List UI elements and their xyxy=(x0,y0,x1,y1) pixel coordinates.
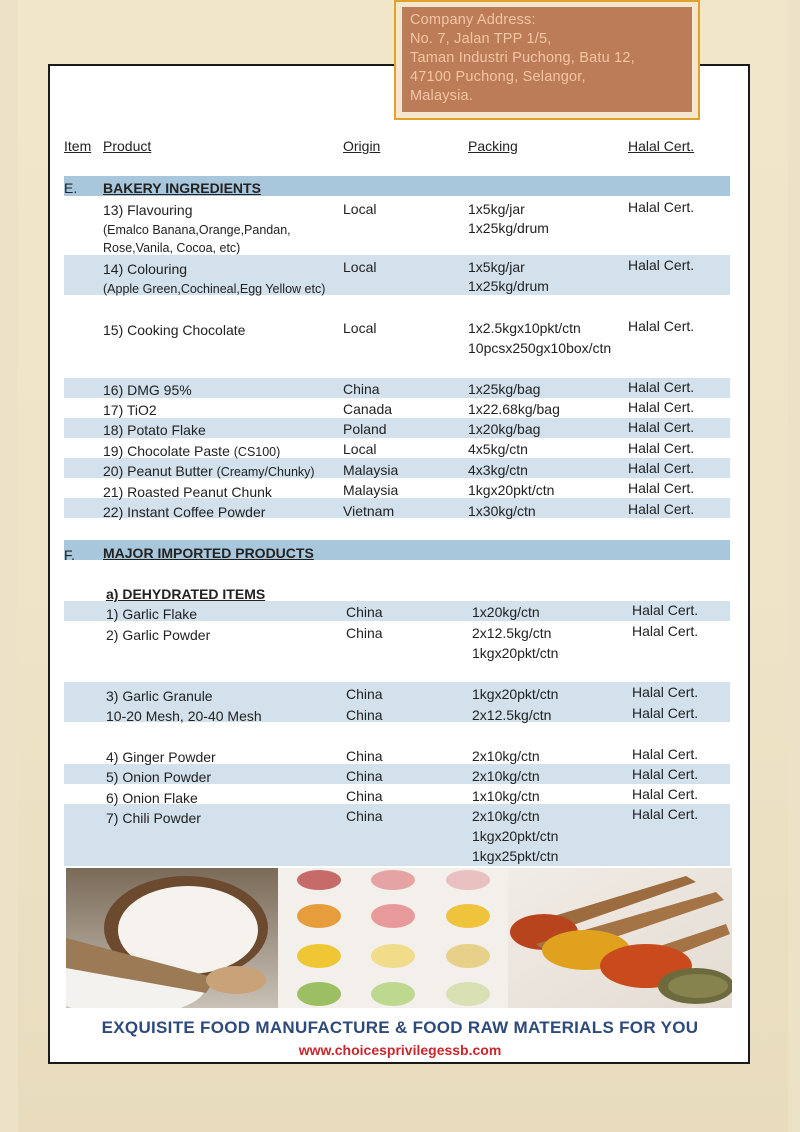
product-name: 13) Flavouring xyxy=(103,202,193,218)
halal-cert: Halal Cert. xyxy=(632,705,699,721)
halal-cert: Halal Cert. xyxy=(628,501,695,517)
header-halal: Halal Cert. xyxy=(628,138,695,154)
header-packing: Packing xyxy=(468,138,518,154)
origin: China xyxy=(346,748,383,764)
origin: China xyxy=(346,707,383,723)
section-e-letter: E. xyxy=(64,180,78,196)
product-name: 6) Onion Flake xyxy=(106,790,198,806)
product-name: 3) Garlic Granule xyxy=(106,688,213,704)
address-line: 47100 Puchong, Selangor, xyxy=(410,69,586,85)
packing: 1x25kg/drum xyxy=(468,278,549,294)
packing: 1x25kg/bag xyxy=(468,381,541,397)
product-detail: Rose,Vanila, Cocoa, etc) xyxy=(103,241,241,255)
halal-cert: Halal Cert. xyxy=(628,399,695,415)
halal-cert: Halal Cert. xyxy=(632,684,699,700)
company-address-box xyxy=(394,0,700,120)
packing: 2x12.5kg/ctn xyxy=(472,707,552,723)
section-f-title: MAJOR IMPORTED PRODUCTS xyxy=(103,545,314,561)
halal-cert: Halal Cert. xyxy=(628,318,695,334)
halal-cert: Halal Cert. xyxy=(632,602,699,618)
packing: 1x10kg/ctn xyxy=(472,788,540,804)
origin: China xyxy=(346,808,383,824)
website-link[interactable]: www.choicesprivilegessb.com xyxy=(298,1042,502,1058)
product-note: (Creamy/Chunky) xyxy=(216,465,315,479)
product-name: 1) Garlic Flake xyxy=(106,606,198,622)
product-name: 22) Instant Coffee Powder xyxy=(103,504,266,520)
subsection-title: a) DEHYDRATED ITEMS xyxy=(106,586,266,602)
origin: Local xyxy=(343,441,377,457)
section-f-letter: F. xyxy=(64,547,75,563)
halal-cert: Halal Cert. xyxy=(632,806,699,822)
origin: China xyxy=(346,625,383,641)
product-note: (CS100) xyxy=(233,445,281,459)
origin: Local xyxy=(343,259,377,275)
packing: 2x10kg/ctn xyxy=(472,808,540,824)
packing: 1kgx25pkt/ctn xyxy=(472,848,559,864)
halal-cert: Halal Cert. xyxy=(628,419,695,435)
packing: 2x10kg/ctn xyxy=(472,748,540,764)
coconut-image xyxy=(66,868,278,1008)
product-name: 20) Peanut Butter (Creamy/Chunky) xyxy=(103,463,315,479)
address-line: Taman Industri Puchong, Batu 12, xyxy=(410,50,635,66)
spices-image xyxy=(508,868,732,1008)
product-name: 2) Garlic Powder xyxy=(106,627,211,643)
packing: 1kgx20pkt/ctn xyxy=(472,828,559,844)
halal-cert: Halal Cert. xyxy=(628,480,695,496)
footer-tagline: EXQUISITE FOOD MANUFACTURE & FOOD RAW MATERIALS FOR YOU xyxy=(101,1018,699,1037)
product-name: 5) Onion Powder xyxy=(106,769,212,785)
packing: 2x10kg/ctn xyxy=(472,768,540,784)
product-detail: (Apple Green,Cochineal,Egg Yellow etc) xyxy=(103,282,326,296)
halal-cert: Halal Cert. xyxy=(632,746,699,762)
origin: China xyxy=(346,788,383,804)
packing: 1x20kg/ctn xyxy=(472,604,540,620)
packing: 2x12.5kg/ctn xyxy=(472,625,552,641)
packing: 4x3kg/ctn xyxy=(468,462,528,478)
origin: China xyxy=(346,686,383,702)
packing: 1x25kg/drum xyxy=(468,220,549,236)
origin: China xyxy=(346,768,383,784)
origin: Poland xyxy=(343,421,387,437)
food-photo-strip xyxy=(66,868,732,1008)
origin: Malaysia xyxy=(343,482,399,498)
product-detail: (Emalco Banana,Orange,Pandan, xyxy=(103,223,291,237)
packing: 1x22.68kg/bag xyxy=(468,401,560,417)
packing: 1x20kg/bag xyxy=(468,421,541,437)
packing: 1x2.5kgx10pkt/ctn xyxy=(468,320,581,336)
product-name: 14) Colouring xyxy=(103,261,188,277)
company-address xyxy=(402,7,692,112)
origin: Malaysia xyxy=(343,462,399,478)
packing: 4x5kg/ctn xyxy=(468,441,528,457)
colour-swirls-image xyxy=(278,868,508,1008)
halal-cert: Halal Cert. xyxy=(628,440,695,456)
origin: Vietnam xyxy=(343,503,395,519)
section-e-title: BAKERY INGREDIENTS xyxy=(103,180,261,196)
halal-cert: Halal Cert. xyxy=(628,460,695,476)
packing: 1kgx20pkt/ctn xyxy=(472,686,559,702)
product-name: 18) Potato Flake xyxy=(103,422,206,438)
halal-cert: Halal Cert. xyxy=(632,623,699,639)
product-name: 15) Cooking Chocolate xyxy=(103,322,246,338)
halal-cert: Halal Cert. xyxy=(632,786,699,802)
packing: 1x5kg/jar xyxy=(468,259,525,275)
packing: 10pcsx250gx10box/ctn xyxy=(468,340,612,356)
origin: China xyxy=(343,381,380,397)
product-name: 16) DMG 95% xyxy=(103,382,192,398)
address-line: Malaysia. xyxy=(410,88,474,104)
origin: China xyxy=(346,604,383,620)
header-product: Product xyxy=(103,138,152,154)
origin: Local xyxy=(343,320,377,336)
packing: 1kgx20pkt/ctn xyxy=(468,482,555,498)
halal-cert: Halal Cert. xyxy=(628,199,695,215)
header-item: Item xyxy=(64,138,92,154)
product-name: 17) TiO2 xyxy=(103,402,157,418)
origin: Canada xyxy=(343,401,393,417)
packing: 1kgx20pkt/ctn xyxy=(472,645,559,661)
header-origin: Origin xyxy=(343,138,381,154)
product-name: 21) Roasted Peanut Chunk xyxy=(103,484,272,500)
packing: 1x5kg/jar xyxy=(468,201,525,217)
halal-cert: Halal Cert. xyxy=(628,257,695,273)
product-name: 4) Ginger Powder xyxy=(106,749,216,765)
origin: Local xyxy=(343,201,377,217)
packing: 1x30kg/ctn xyxy=(468,503,536,519)
product-name: 19) Chocolate Paste (CS100) xyxy=(103,443,281,459)
halal-cert: Halal Cert. xyxy=(628,379,695,395)
halal-cert: Halal Cert. xyxy=(632,766,699,782)
address-line: Company Address: xyxy=(410,12,536,28)
address-line: No. 7, Jalan TPP 1/5, xyxy=(410,31,552,47)
product-name: 10-20 Mesh, 20-40 Mesh xyxy=(106,708,262,724)
product-name: 7) Chili Powder xyxy=(106,810,201,826)
